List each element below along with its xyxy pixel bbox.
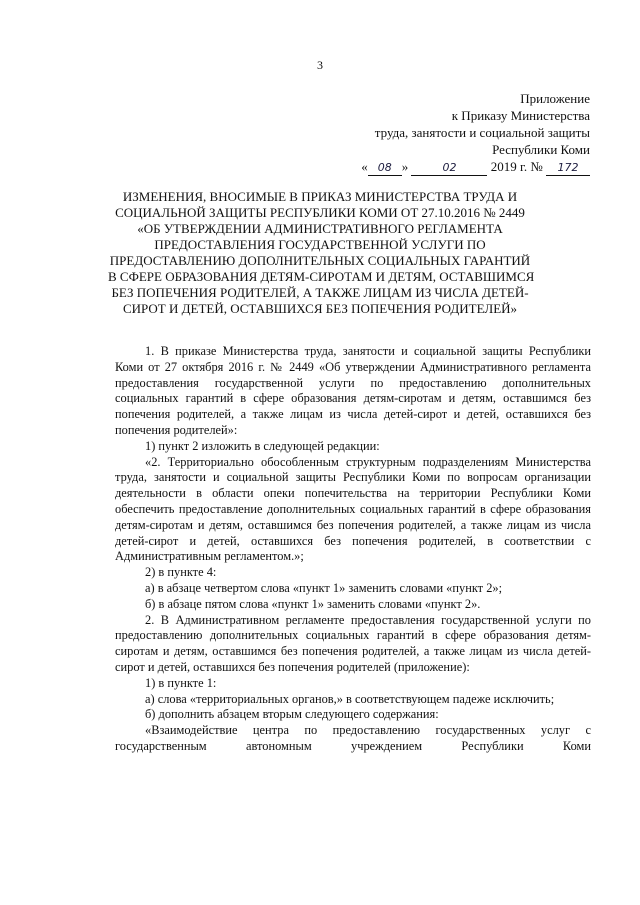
handwritten-month: 02 xyxy=(411,161,487,176)
title-line: В СФЕРЕ ОБРАЗОВАНИЯ ДЕТЯМ-СИРОТАМ И ДЕТЯМ, ОСТАВШИМСЯ xyxy=(108,269,535,284)
appendix-republic: Республики Коми xyxy=(492,142,590,157)
title-line: СОЦИАЛЬНОЙ ЗАЩИТЫ РЕСПУБЛИКИ КОМИ ОТ 27.10.2016 № 2449 xyxy=(115,205,525,220)
paragraph-7: 2. В Административном регламенте предоставления государственной услуги по предоставлению дополнительных социальных гарантий в сфере образования детям-сиротам и детям, оставшимся без попечения родителей, а также лицам из числа детей-сирот и детей, оставшихся без попечения родителей (приложение): xyxy=(115,612,591,674)
title-line: СИРОТ И ДЕТЕЙ, ОСТАВШИХСЯ БЕЗ ПОПЕЧЕНИЯ РОДИТЕЛЕЙ» xyxy=(122,301,518,316)
paragraph-6: б) в абзаце пятом слова «пункт 1» заменить словами «пункт 2». xyxy=(145,596,481,611)
handwritten-day: 08 xyxy=(368,161,402,176)
paragraph-2: 1) пункт 2 изложить в следующей редакции: xyxy=(145,438,380,453)
document-body xyxy=(115,344,591,755)
title-line: ПРЕДОСТАВЛЕНИЯ ГОСУДАРСТВЕННОЙ УСЛУГИ ПО xyxy=(154,237,486,252)
handwritten-order-number: 172 xyxy=(546,161,590,176)
paragraph-8: 1) в пункте 1: xyxy=(145,675,217,690)
document-title xyxy=(108,189,535,317)
date-close-quote: » xyxy=(401,159,409,174)
date-year-label: 2019 г. № xyxy=(490,159,543,174)
appendix-header xyxy=(361,90,590,176)
paragraph-9: а) слова «территориальных органов,» в соответствующем падеже исключить; xyxy=(145,691,555,706)
date-open-quote: « xyxy=(361,159,368,174)
paragraph-4: 2) в пункте 4: xyxy=(145,565,217,580)
paragraph-11: «Взаимодействие центра по предоставлению государственных услуг с государственным автономным учреждением Республики Коми xyxy=(115,723,591,753)
title-line: «ОБ УТВЕРЖДЕНИИ АДМИНИСТРАТИВНОГО РЕГЛАМЕНТА xyxy=(137,221,503,236)
paragraph-1: 1. В приказе Министерства труда, занятости и социальной защиты Республики Коми от 27 октября 2016 г. № 2449 «Об утверждении Административного регламента предоставления государственной услуги по предоставлению дополнительных социальных гарантий в сфере образования детям-сиротам и детям, оставшимся без попечения родителей, а также лицам из числа детей-сирот и детей, оставшихся без попечения родителей»: xyxy=(115,344,591,437)
appendix-date-line xyxy=(361,158,590,176)
paragraph-10: б) дополнить абзацем вторым следующего содержания: xyxy=(145,707,439,722)
appendix-order-ref: к Приказу Министерства xyxy=(451,108,590,123)
title-line: БЕЗ ПОПЕЧЕНИЯ РОДИТЕЛЕЙ, А ТАКЖЕ ЛИЦАМ ИЗ ЧИСЛА ДЕТЕЙ- xyxy=(111,285,529,300)
paragraph-5: а) в абзаце четвертом слова «пункт 1» заменить словами «пункт 2»; xyxy=(145,580,503,595)
appendix-ministry: труда, занятости и социальной защиты xyxy=(374,125,590,140)
appendix-label: Приложение xyxy=(520,91,590,106)
page-number: 3 xyxy=(317,58,323,72)
title-line: ПРЕДОСТАВЛЕНИЮ ДОПОЛНИТЕЛЬНЫХ СОЦИАЛЬНЫХ ГАРАНТИЙ xyxy=(109,253,531,268)
paragraph-3: «2. Территориально обособленным структурным подразделениям Министерства труда, занятости и социальной защиты Республики Коми по вопросам организации деятельности в области опеки попечительства на территории Республики Коми обеспечить предоставление дополнительных социальных гарантий в сфере образования детям-сиротам и детям, оставшимся без попечения родителей, а также лицам из числа детей-сирот и детей, оставшихся без попечения родителей, в соответствии с Административным регламентом.»; xyxy=(115,454,591,564)
title-line: ИЗМЕНЕНИЯ, ВНОСИМЫЕ В ПРИКАЗ МИНИСТЕРСТВА ТРУДА И xyxy=(122,189,518,204)
